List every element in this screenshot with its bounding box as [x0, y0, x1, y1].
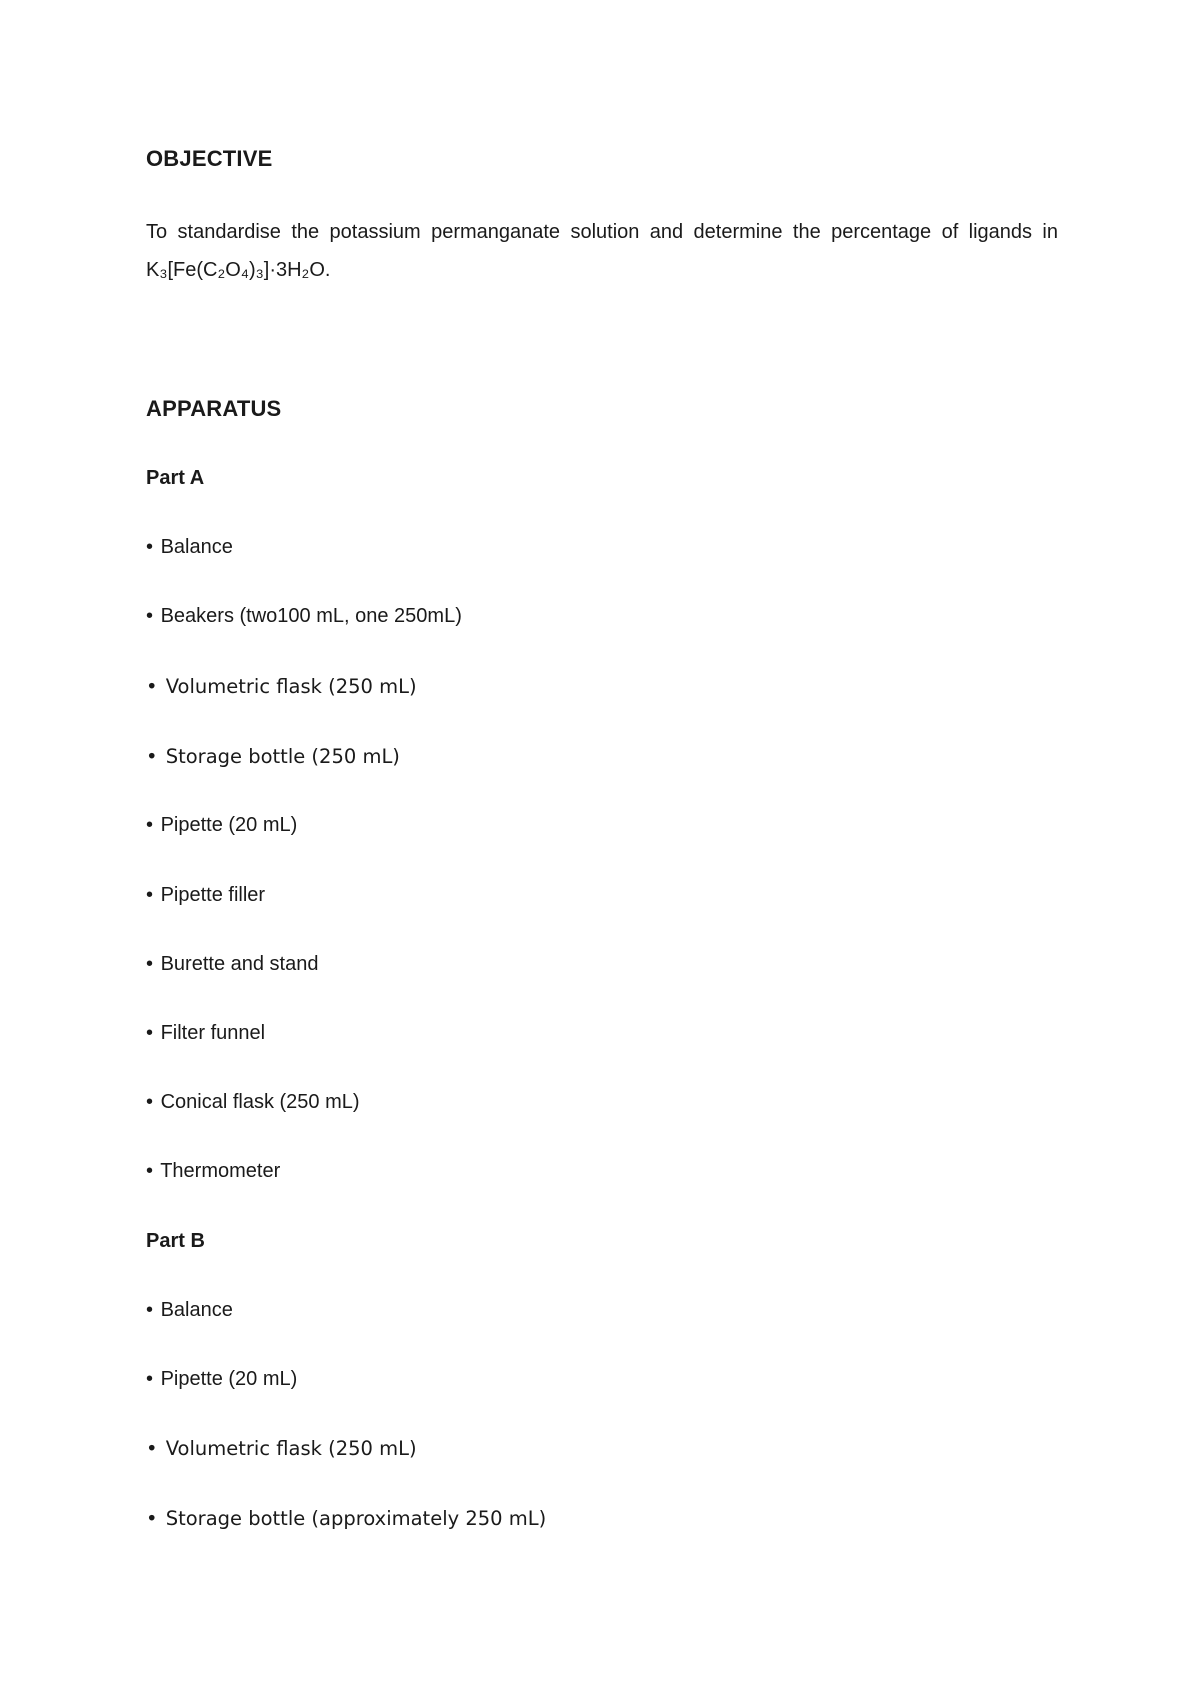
- list-item: [146, 745, 400, 768]
- list-item-text: Volumetric flask (250 mL): [165, 675, 417, 698]
- list-item: [146, 1299, 233, 1322]
- bullet: •: [146, 1507, 158, 1530]
- bullet: •: [146, 1437, 158, 1460]
- bullet: •: [146, 605, 154, 627]
- list-item: [146, 1160, 280, 1183]
- list-item-text: Pipette filler: [160, 884, 266, 906]
- list-item: [146, 1091, 360, 1114]
- list-item-text: Pipette (20 mL): [160, 814, 298, 836]
- bullet: •: [146, 1299, 154, 1321]
- list-item-text: Volumetric flask (250 mL): [165, 1437, 417, 1460]
- list-item: [146, 536, 233, 559]
- list-item: [146, 1022, 265, 1045]
- list-item-text: Storage bottle (250 mL): [165, 745, 400, 768]
- bullet: •: [146, 745, 158, 768]
- bullet: •: [146, 953, 154, 975]
- bullet: •: [146, 884, 154, 906]
- objective-heading: OBJECTIVE: [146, 146, 273, 171]
- list-item: [146, 1507, 546, 1530]
- list-item-text: Balance: [160, 1299, 233, 1321]
- list-item: [146, 1437, 417, 1460]
- objective-text: To standardise the potassium permanganate solution and determine the percentage of ligands in K₃[Fe(C₂O₄)₃]·3H₂O.: [146, 221, 1058, 281]
- bullet: •: [146, 1022, 154, 1044]
- list-item: [146, 1368, 297, 1391]
- list-item-text: Storage bottle (approximately 250 mL): [165, 1507, 547, 1530]
- list-item-text: Balance: [160, 536, 233, 558]
- list-item: [146, 605, 462, 628]
- bullet: •: [146, 1091, 154, 1113]
- list-item-text: Beakers (two100 mL, one 250mL): [160, 605, 462, 627]
- part-b-label: Part B: [146, 1230, 205, 1252]
- list-item-text: Burette and stand: [160, 953, 319, 975]
- list-item-text: Thermometer: [160, 1160, 281, 1182]
- apparatus-heading: APPARATUS: [146, 396, 282, 421]
- bullet: •: [146, 1368, 154, 1390]
- list-item: [146, 884, 265, 907]
- list-item: [146, 953, 318, 976]
- bullet: •: [146, 675, 158, 698]
- list-item-text: Pipette (20 mL): [160, 1368, 298, 1390]
- bullet: •: [146, 1160, 154, 1182]
- bullet: •: [146, 536, 154, 558]
- list-item: [146, 814, 297, 837]
- bullet: •: [146, 814, 154, 836]
- list-item-text: Filter funnel: [160, 1022, 266, 1044]
- list-item: [146, 675, 417, 698]
- part-a-label: Part A: [146, 467, 205, 489]
- list-item-text: Conical flask (250 mL): [160, 1091, 360, 1113]
